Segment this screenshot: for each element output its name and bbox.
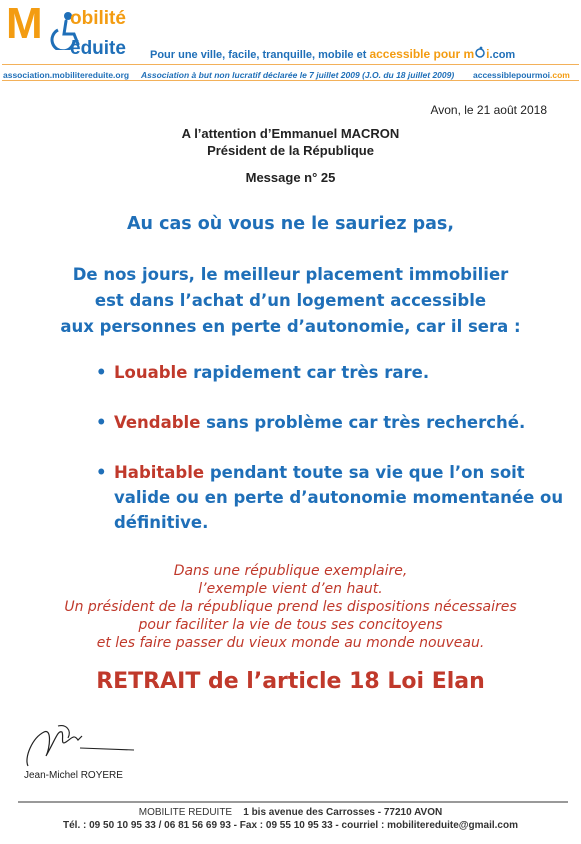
slogan-accent: accessible pour m — [369, 47, 475, 61]
bullet-keyword: Vendable — [114, 413, 201, 432]
association-note: Association à but non lucratif déclarée le 7 juillet 2009 (J.O. du 18 juillet 2009) — [141, 70, 455, 80]
logo — [4, 0, 150, 66]
recipient-role: Président de la République — [207, 143, 374, 158]
footer-contact: Tél. : 09 50 10 95 33 / 06 81 56 69 93 - Fax : 09 55 10 95 33 - courriel : mobilitereduite@gmail.com — [63, 820, 518, 831]
slogan-suffix: i — [486, 47, 490, 61]
bullet-dot-icon: • — [96, 413, 107, 432]
slogan-main: Pour une ville, facile, tranquille, mobile et — [150, 49, 367, 61]
footer-address — [0, 807, 581, 818]
call-to-action: RETRAIT de l’article 18 Loi Elan — [96, 669, 485, 694]
intro-paragraph — [0, 262, 581, 340]
bullet-dot-icon: • — [96, 363, 107, 382]
statement-line: Un président de la république prend les dispositions nécessaires — [64, 599, 517, 615]
signer-name: Jean-Michel ROYERE — [24, 770, 123, 781]
bullet-dot-icon: • — [96, 463, 107, 482]
logo-letter-m: M — [6, 0, 43, 48]
statement-line: Dans une république exemplaire, — [173, 563, 408, 579]
footer-divider — [18, 801, 568, 803]
attention-line: A l’attention d’Emmanuel MACRON — [181, 126, 400, 141]
bullet-list — [96, 360, 566, 560]
list-item — [96, 410, 566, 435]
bullet-text: rapidement car très rare. — [187, 363, 430, 382]
wheelchair-o-icon — [474, 46, 486, 58]
list-item — [96, 360, 566, 385]
closing-statement — [0, 562, 581, 652]
logo-word-reduite: éduite — [70, 38, 126, 59]
bullet-text: pendant toute sa vie que l’on soit valide ou en perte d’autonomie momentanée ou définitive. — [114, 463, 564, 532]
statement-line: l’exemple vient d’en haut. — [198, 581, 383, 597]
slogan-com: .com — [489, 49, 516, 61]
slogan — [150, 46, 515, 61]
headline: Au cas où vous ne le sauriez pas, — [127, 214, 454, 234]
logo-word-bilite: obilité — [70, 8, 126, 29]
bullet-keyword: Louable — [114, 363, 188, 382]
intro-line: aux personnes en perte d’autonomie, car il sera : — [60, 317, 521, 336]
header-divider — [2, 64, 579, 65]
footer-org: MOBILITE REDUITE — [138, 807, 233, 818]
statement-line: et les faire passer du vieux monde au monde nouveau. — [96, 635, 485, 651]
footer-street: 1 bis avenue des Carrosses - 77210 AVON — [243, 807, 443, 818]
header-divider-bottom — [2, 80, 579, 81]
bullet-text: sans problème car très recherché. — [200, 413, 526, 432]
message-number: Message n° 25 — [245, 170, 336, 185]
statement-line: pour faciliter la vie de tous ses concitoyens — [138, 617, 443, 633]
list-item — [96, 460, 566, 535]
letter-date: Avon, le 21 août 2018 — [430, 103, 547, 117]
bullet-keyword: Habitable — [114, 463, 205, 482]
intro-line: De nos jours, le meilleur placement immobilier — [72, 265, 509, 284]
letterhead — [0, 0, 581, 80]
intro-line: est dans l’achat d’un logement accessible — [94, 291, 487, 310]
signature — [22, 718, 142, 770]
site-left[interactable]: association.mobilitereduite.org — [3, 70, 130, 80]
site-right[interactable]: accessiblepourmoi.com — [473, 70, 570, 80]
